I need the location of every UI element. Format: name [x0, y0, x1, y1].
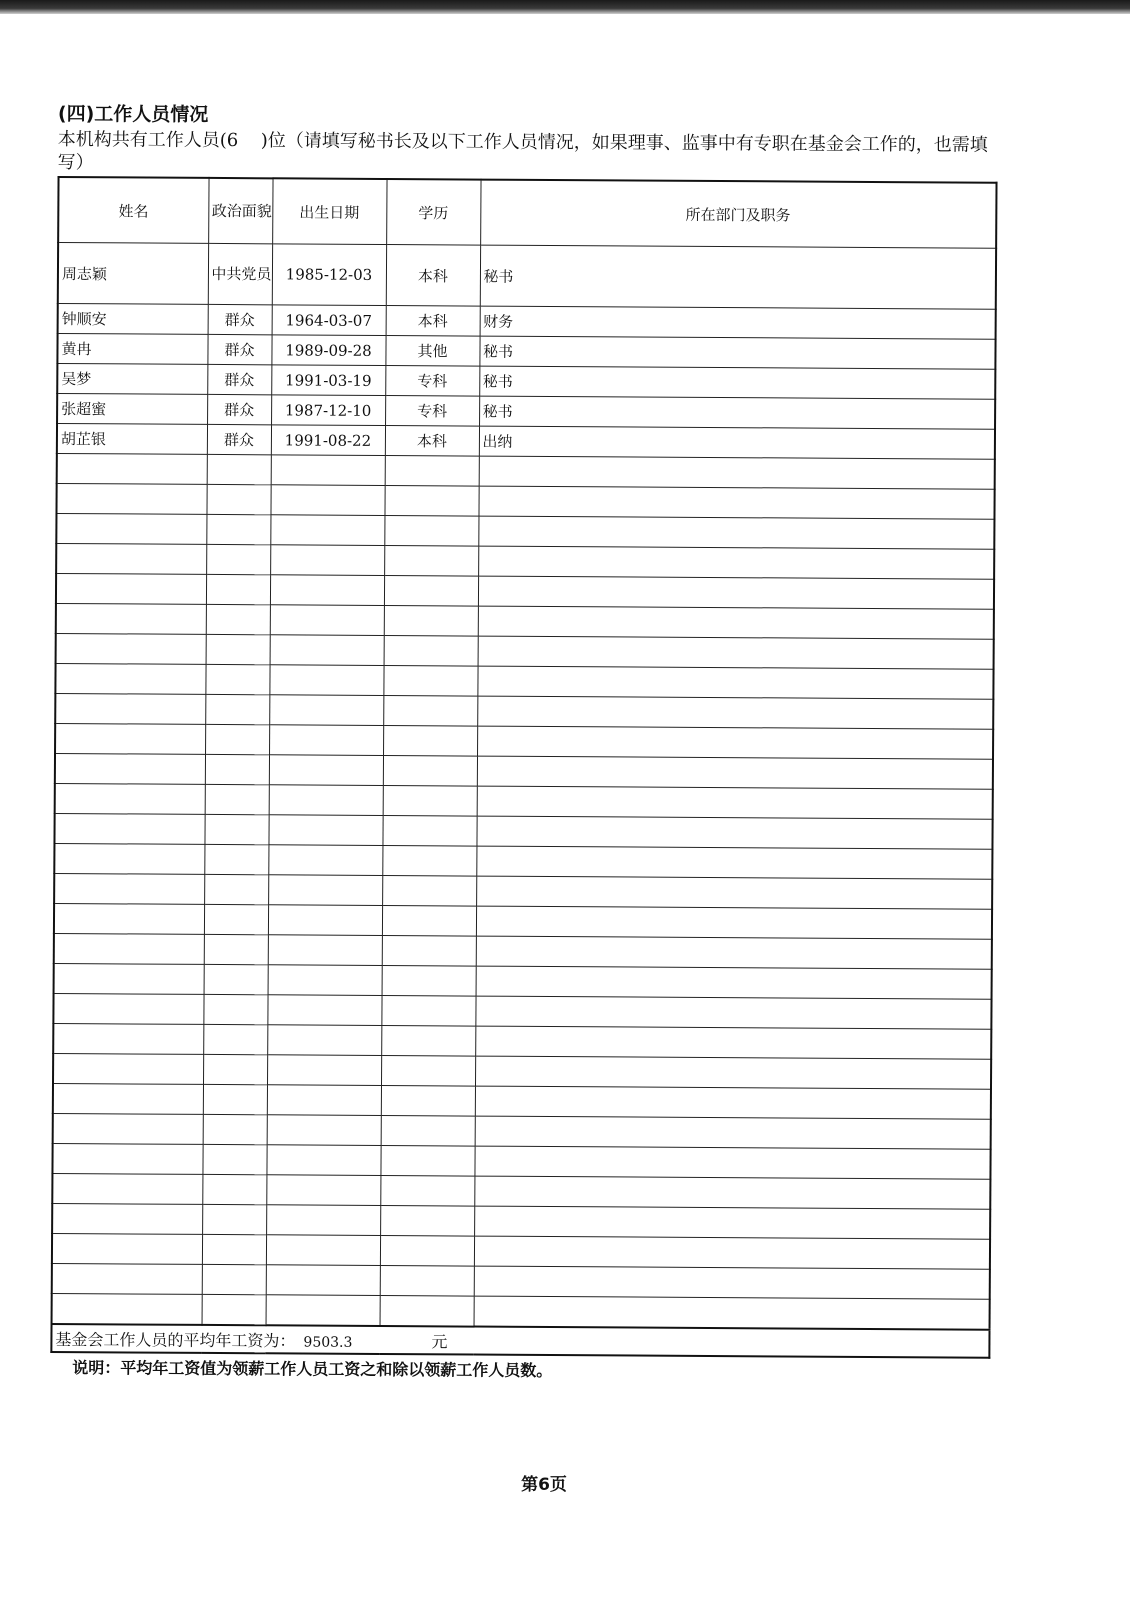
empty-cell: [476, 906, 992, 939]
empty-cell: [56, 513, 206, 544]
header-position: 所在部门及职务: [480, 180, 996, 249]
cell-name: 胡芷银: [57, 424, 207, 455]
empty-cell: [54, 903, 204, 934]
cell-education: 其他: [385, 336, 479, 367]
cell-name: 张超蜜: [57, 394, 207, 425]
empty-cell: [478, 516, 994, 549]
empty-cell: [267, 1085, 381, 1116]
empty-cell: [54, 873, 204, 904]
cell-political: 群众: [207, 364, 271, 394]
empty-cell: [205, 664, 269, 694]
empty-cell: [266, 1205, 380, 1236]
empty-cell: [55, 753, 205, 784]
empty-cell: [206, 634, 270, 664]
empty-cell: [474, 1236, 990, 1269]
empty-cell: [267, 995, 381, 1026]
salary-row: [51, 1324, 989, 1358]
cell-name: 黄冉: [57, 334, 207, 365]
empty-cell: [204, 904, 268, 934]
empty-cell: [381, 995, 475, 1026]
empty-cell: [380, 1265, 474, 1296]
empty-cell: [56, 573, 206, 604]
empty-cell: [478, 606, 994, 639]
empty-cell: [202, 1174, 266, 1204]
page-number: 第6页: [521, 1475, 567, 1495]
header-education: 学历: [386, 179, 480, 245]
empty-cell: [206, 574, 270, 604]
salary-value: 9503.3: [303, 1334, 353, 1351]
empty-cell: [478, 486, 994, 519]
empty-cell: [205, 754, 269, 784]
empty-cell: [206, 484, 270, 514]
empty-cell: [381, 1115, 475, 1146]
empty-cell: [269, 785, 383, 816]
empty-cell: [380, 1235, 474, 1266]
empty-cell: [203, 1084, 267, 1114]
empty-cell: [382, 815, 476, 846]
empty-cell: [475, 1086, 991, 1119]
empty-cell: [268, 875, 382, 906]
empty-cell: [52, 1143, 202, 1174]
empty-cell: [475, 996, 991, 1029]
empty-cell: [266, 1265, 380, 1296]
empty-cell: [380, 1145, 474, 1176]
empty-cell: [205, 724, 269, 754]
cell-birth-date: 1989-09-28: [271, 335, 385, 366]
empty-cell: [384, 635, 478, 666]
empty-cell: [270, 545, 384, 576]
empty-cell: [385, 456, 479, 487]
empty-cell: [270, 605, 384, 636]
empty-cell: [383, 725, 477, 756]
cell-political: 中共党员: [208, 243, 272, 304]
empty-cell: [475, 1026, 991, 1059]
empty-cell: [266, 1175, 380, 1206]
empty-cell: [382, 845, 476, 876]
empty-cell: [53, 1053, 203, 1084]
empty-cell: [380, 1205, 474, 1236]
empty-cell: [474, 1146, 990, 1179]
empty-cell: [383, 785, 477, 816]
empty-cell: [52, 1203, 202, 1234]
empty-cell: [52, 1293, 202, 1324]
empty-cell: [474, 1176, 990, 1209]
empty-cell: [478, 546, 994, 579]
cell-position: 财务: [480, 306, 996, 339]
empty-cell: [270, 485, 384, 516]
empty-cell: [380, 1295, 474, 1326]
empty-cell: [204, 844, 268, 874]
empty-cell: [479, 456, 995, 489]
empty-cell: [55, 783, 205, 814]
empty-cell: [55, 723, 205, 754]
empty-cell: [383, 695, 477, 726]
empty-cell: [267, 1055, 381, 1086]
cell-education: 本科: [386, 245, 480, 307]
empty-cell: [474, 1296, 990, 1330]
cell-birth-date: 1991-08-22: [271, 425, 385, 456]
empty-cell: [269, 725, 383, 756]
empty-cell: [203, 1114, 267, 1144]
empty-cell: [476, 816, 992, 849]
empty-cell: [52, 1173, 202, 1204]
empty-cell: [270, 575, 384, 606]
empty-cell: [267, 1025, 381, 1056]
empty-cell: [205, 784, 269, 814]
cell-birth-date: 1964-03-07: [272, 305, 386, 336]
empty-cell: [204, 874, 268, 904]
empty-cell: [205, 694, 269, 724]
empty-cell: [202, 1234, 266, 1264]
cell-political: 群众: [207, 424, 271, 454]
empty-cell: [204, 934, 268, 964]
empty-cell: [475, 1116, 991, 1149]
empty-cell: [268, 905, 382, 936]
staff-table-body: [52, 243, 997, 1330]
cell-name: 吴梦: [57, 364, 207, 395]
cell-education: 专科: [385, 396, 479, 427]
empty-cell: [204, 814, 268, 844]
empty-cell: [384, 546, 478, 577]
table-row: [58, 243, 996, 310]
staff-count-statement: [58, 128, 1013, 180]
staff-table: [50, 176, 997, 1359]
empty-cell: [476, 936, 992, 969]
empty-cell: [474, 1266, 990, 1299]
empty-cell: [267, 1115, 381, 1146]
empty-cell: [270, 515, 384, 546]
empty-cell: [57, 453, 207, 484]
staff-count: 6: [226, 130, 239, 152]
cell-education: 本科: [386, 306, 480, 337]
empty-cell: [271, 455, 385, 486]
empty-cell: [268, 845, 382, 876]
salary-label: 基金会工作人员的平均年工资为：: [55, 1329, 296, 1350]
cell-education: 本科: [385, 426, 479, 457]
empty-cell: [380, 1175, 474, 1206]
empty-cell: [269, 665, 383, 696]
empty-cell: [477, 756, 993, 789]
empty-cell: [202, 1204, 266, 1234]
empty-cell: [54, 813, 204, 844]
cell-position: 秘书: [479, 396, 995, 429]
empty-cell: [55, 663, 205, 694]
cell-birth-date: 1991-03-19: [271, 365, 385, 396]
empty-cell: [54, 933, 204, 964]
empty-cell: [52, 1233, 202, 1264]
empty-cell: [56, 633, 206, 664]
scan-top-edge: [0, 0, 1130, 14]
intro-before: 本机构共有工作人员(: [57, 128, 227, 152]
empty-cell: [476, 876, 992, 909]
empty-cell: [382, 875, 476, 906]
empty-cell: [478, 636, 994, 669]
salary-note: 说明：平均年工资值为领薪工作人员工资之和除以领薪工作人员数。: [72, 1358, 553, 1381]
salary-unit: 元: [431, 1331, 448, 1351]
cell-name: 钟顺安: [58, 304, 208, 335]
empty-cell: [475, 1056, 991, 1089]
empty-cell: [266, 1295, 380, 1326]
empty-cell: [270, 635, 384, 666]
document-page: [50, 102, 1016, 1384]
empty-cell: [381, 1085, 475, 1116]
empty-cell: [202, 1294, 266, 1325]
empty-cell: [477, 726, 993, 759]
cell-political: 群众: [207, 334, 271, 364]
empty-cell: [206, 544, 270, 574]
empty-cell: [382, 935, 476, 966]
cell-birth-date: 1985-12-03: [272, 244, 386, 306]
cell-political: 群众: [208, 304, 272, 334]
empty-cell: [203, 994, 267, 1024]
empty-cell: [384, 516, 478, 547]
empty-cell: [383, 755, 477, 786]
table-header-row: [58, 177, 996, 248]
empty-cell: [382, 905, 476, 936]
empty-cell: [269, 755, 383, 786]
empty-cell: [52, 1263, 202, 1294]
cell-position: 秘书: [480, 245, 996, 309]
empty-cell: [383, 665, 477, 696]
empty-cell: [56, 603, 206, 634]
empty-cell: [203, 1054, 267, 1084]
empty-cell: [381, 1055, 475, 1086]
empty-cell: [202, 1264, 266, 1294]
empty-cell: [476, 966, 992, 999]
empty-cell: [478, 576, 994, 609]
empty-cell: [268, 935, 382, 966]
cell-position: 出纳: [479, 426, 995, 459]
empty-cell: [381, 1025, 475, 1056]
header-birth-date: 出生日期: [272, 178, 386, 244]
empty-cell: [55, 693, 205, 724]
header-political: 政治面貌: [208, 178, 272, 244]
empty-cell: [53, 1083, 203, 1114]
empty-cell: [477, 696, 993, 729]
empty-cell: [53, 1023, 203, 1054]
cell-position: 秘书: [479, 336, 995, 369]
section-title: (四)工作人员情况: [57, 102, 209, 126]
empty-cell: [56, 483, 206, 514]
empty-cell: [382, 965, 476, 996]
empty-cell: [268, 965, 382, 996]
empty-cell: [206, 514, 270, 544]
empty-cell: [54, 963, 204, 994]
empty-cell: [474, 1206, 990, 1239]
empty-cell: [53, 1113, 203, 1144]
empty-cell: [207, 454, 271, 484]
empty-cell: [477, 666, 993, 699]
empty-cell: [384, 486, 478, 517]
empty-cell: [203, 1024, 267, 1054]
empty-cell: [384, 576, 478, 607]
cell-birth-date: 1987-12-10: [271, 395, 385, 426]
empty-cell: [268, 815, 382, 846]
cell-political: 群众: [207, 394, 271, 424]
cell-education: 专科: [385, 366, 479, 397]
salary-cell: [51, 1324, 989, 1358]
cell-position: 秘书: [479, 366, 995, 399]
empty-cell: [476, 846, 992, 879]
empty-cell: [56, 543, 206, 574]
empty-cell: [266, 1235, 380, 1266]
empty-cell: [204, 964, 268, 994]
empty-cell: [206, 604, 270, 634]
empty-cell: [202, 1144, 266, 1174]
empty-cell: [53, 993, 203, 1024]
intro-after: )位（请填写秘书长及以下工作人员情况，如果理事、监事中有专职在基金会工作的，也需填写）: [57, 130, 988, 174]
empty-cell: [477, 786, 993, 819]
empty-cell: [54, 843, 204, 874]
empty-cell: [266, 1145, 380, 1176]
header-name: 姓名: [58, 177, 208, 243]
empty-cell: [269, 695, 383, 726]
empty-cell: [384, 606, 478, 637]
cell-name: 周志颖: [58, 243, 208, 305]
